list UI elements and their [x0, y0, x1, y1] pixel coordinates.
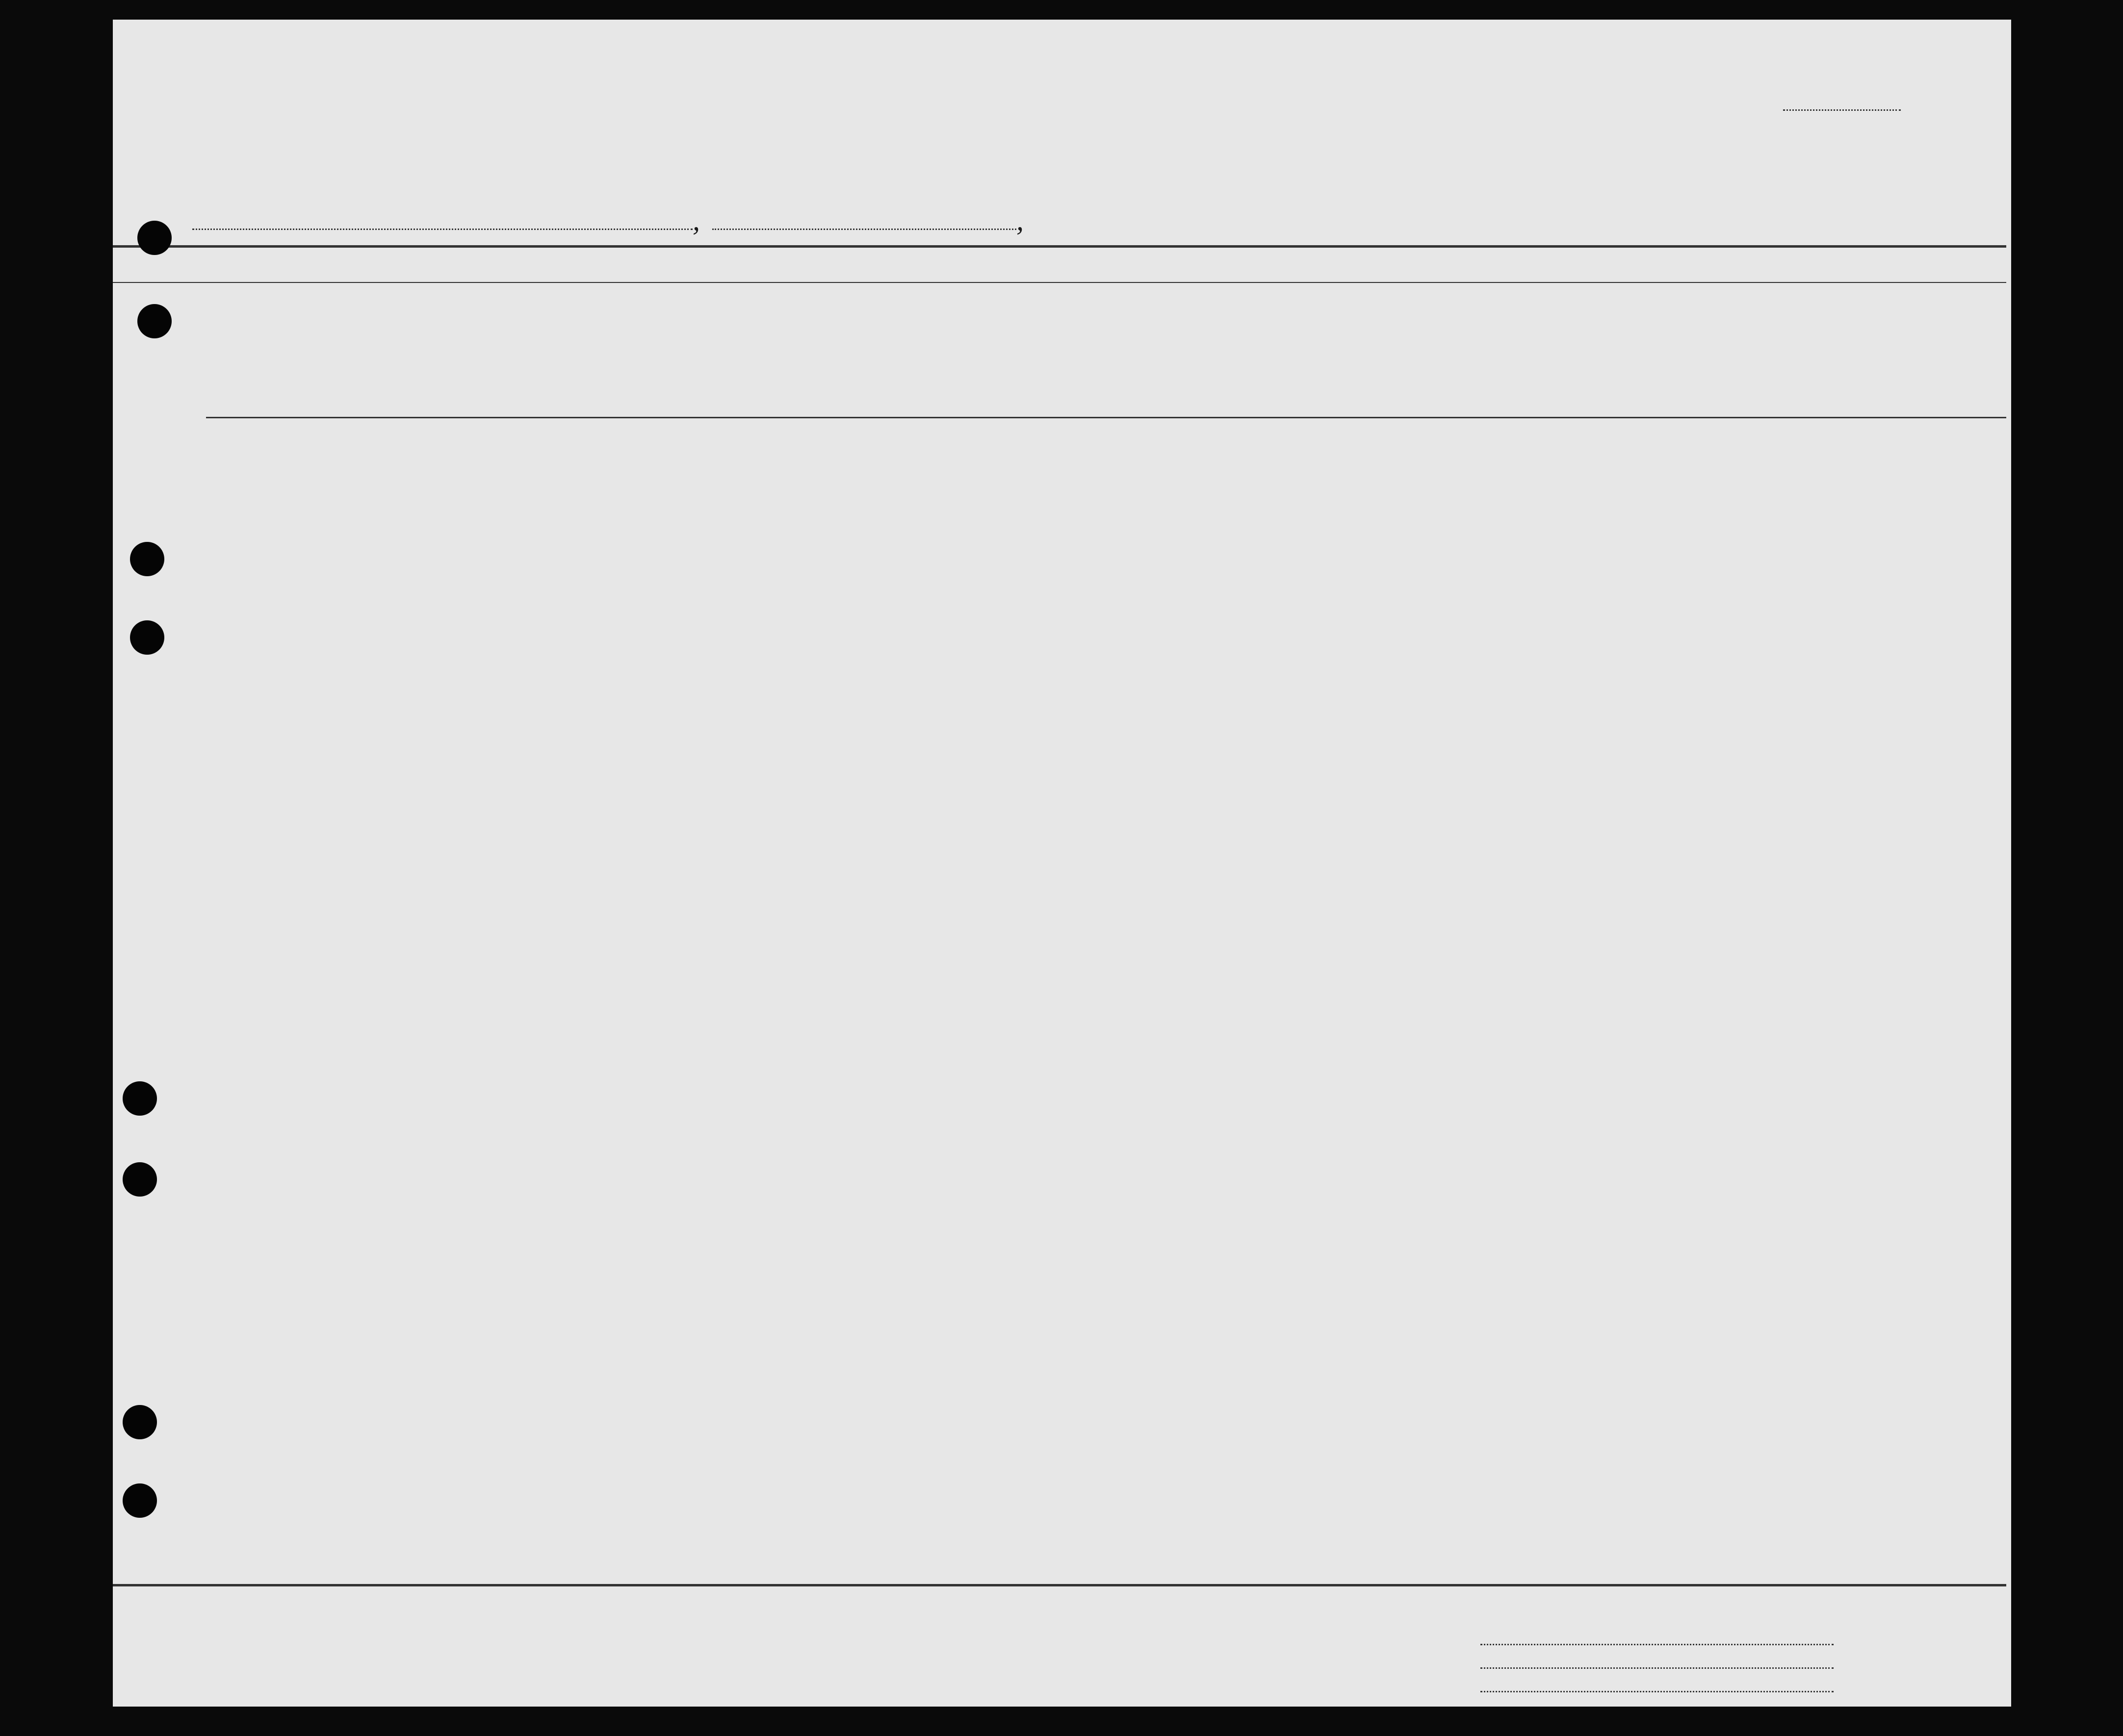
local-agents-field[interactable]: [1480, 1691, 1834, 1692]
punch-hole: [130, 620, 164, 655]
header-rule: [113, 282, 2006, 283]
list-number-line: [1783, 88, 1901, 117]
punch-hole: [137, 221, 172, 255]
owners-field[interactable]: [1480, 1667, 1834, 1669]
punch-hole: [123, 1081, 157, 1116]
line-field[interactable]: [1480, 1644, 1834, 1645]
table-top-rule: [113, 245, 2006, 248]
punch-hole: [130, 542, 164, 576]
punch-hole: [137, 304, 172, 338]
table-bottom-rule: [113, 1584, 2006, 1586]
punch-hole: [123, 1162, 157, 1197]
punch-hole: [123, 1405, 157, 1439]
header-bottom-rule: [206, 417, 2006, 418]
date-field[interactable]: [712, 229, 1016, 230]
punch-hole: [123, 1483, 157, 1518]
line-row: [1476, 1626, 1834, 1649]
local-agents-row: [1476, 1673, 1834, 1696]
owners-row: [1476, 1649, 1834, 1673]
footnote: [265, 1638, 1344, 1639]
port-field[interactable]: [192, 229, 693, 230]
bottom-fields: [1476, 1626, 1834, 1696]
arriving-port-line: , ,: [186, 204, 1024, 237]
list-number-field[interactable]: [1783, 109, 1901, 111]
manifest-sheet: [113, 20, 2011, 1707]
